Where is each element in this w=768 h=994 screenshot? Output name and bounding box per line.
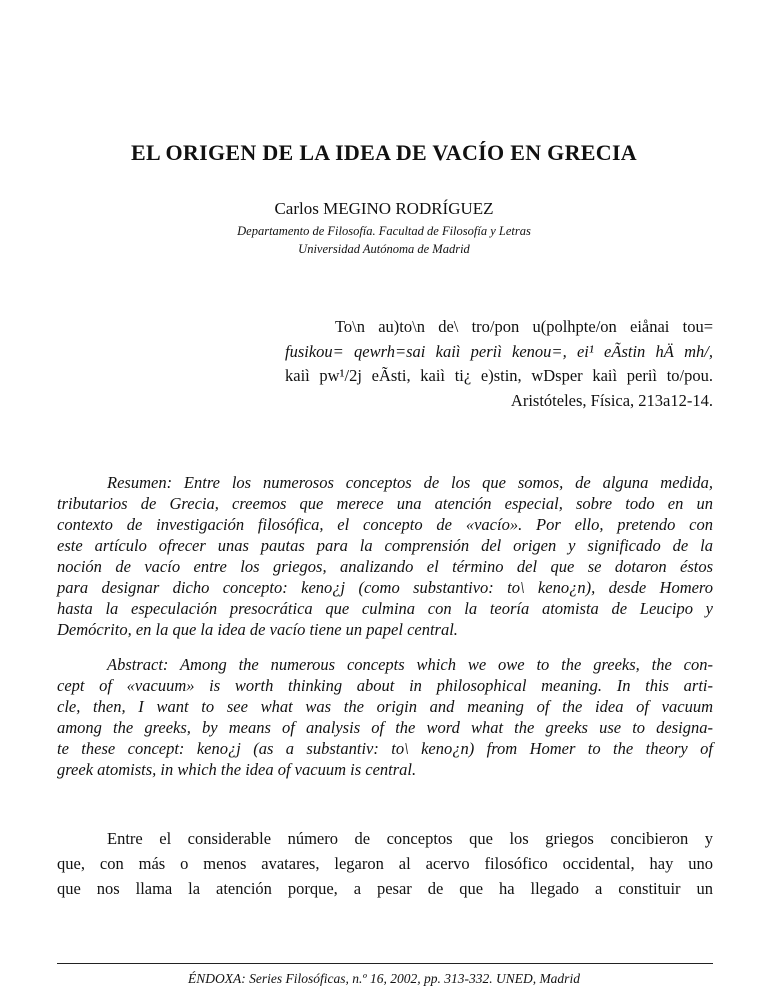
text-line: Resumen: Entre los numerosos conceptos de los que somos, de alguna medida, <box>107 473 713 492</box>
resumen-paragraph <box>57 472 713 640</box>
epigraph-line: To\n au)to\n de\ tro/pon u(polhpte/on eiånai tou= <box>335 317 713 336</box>
text-line: Entre el considerable número de conceptos que los griegos concibieron y <box>107 829 713 848</box>
text-line: este artículo ofrecer unas pautas para la comprensión del origen y significado de la <box>57 536 713 555</box>
text-line: cle, then, I want to see what was the origin and meaning of the idea of vacuum <box>57 697 713 716</box>
text-line: que, con más o menos avatares, legaron al acervo filosófico occidental, hay uno <box>57 854 713 873</box>
text-line: tributarios de Grecia, creemos que merece una atención especial, sobre todo en un <box>57 494 713 513</box>
text-line: Abstract: Among the numerous concepts which we owe to the greeks, the con- <box>107 655 713 674</box>
text-line: que nos llama la atención porque, a pesar de que ha llegado a constituir un <box>57 879 713 898</box>
text-line: para designar dicho concepto: keno¿j (como substantivo: to\ keno¿n), desde Homero <box>57 578 713 597</box>
text-line: contexto de investigación filosófica, el concepto de «vacío». Por ello, pretendo con <box>57 515 713 534</box>
abstract-paragraph <box>57 654 713 780</box>
article-title: EL ORIGEN DE LA IDEA DE VACÍO EN GRECIA <box>130 140 637 165</box>
epigraph-citation: Aristóteles, Física, 213a12-14. <box>510 390 713 410</box>
affiliation-university: Universidad Autónoma de Madrid <box>298 242 470 256</box>
footer-divider <box>57 963 713 964</box>
epigraph-line: fusikou= qewrh=sai kaiì periì kenou=, ei¹ eÃstin hÄ mh/, <box>285 341 713 361</box>
text-line: Demócrito, en la que la idea de vacío tiene un papel central. <box>57 620 458 639</box>
epigraph-line: kaiì pw¹/2j eÃsti, kaiì ti¿ e)stin, wDsper kaiì periì to/pou. <box>285 366 713 386</box>
author-name: Carlos MEGINO RODRÍGUEZ <box>274 199 494 218</box>
text-line: te these concept: keno¿j (as a substantiv: to\ keno¿n) from Homer to the theory of <box>57 739 713 758</box>
journal-footer: ÉNDOXA: Series Filosóficas, n.º 16, 2002, pp. 313-332. UNED, Madrid <box>188 971 580 986</box>
text-line: cept of «vacuum» is worth thinking about in philosophical meaning. In this arti- <box>57 676 713 695</box>
text-line: among the greeks, by means of analysis of the word what the greeks use to designa- <box>57 718 713 737</box>
text-line: greek atomists, in which the idea of vacuum is central. <box>57 760 417 779</box>
epigraph <box>285 315 713 413</box>
body-paragraph <box>57 826 713 901</box>
affiliation-department: Departamento de Filosofía. Facultad de Filosofía y Letras <box>237 224 531 238</box>
text-line: noción de vacío entre los griegos, analizando el término del que se dotaron éstos <box>57 557 713 576</box>
text-line: hasta la especulación presocrática que culmina con la teoría atomista de Leucipo y <box>57 599 713 618</box>
